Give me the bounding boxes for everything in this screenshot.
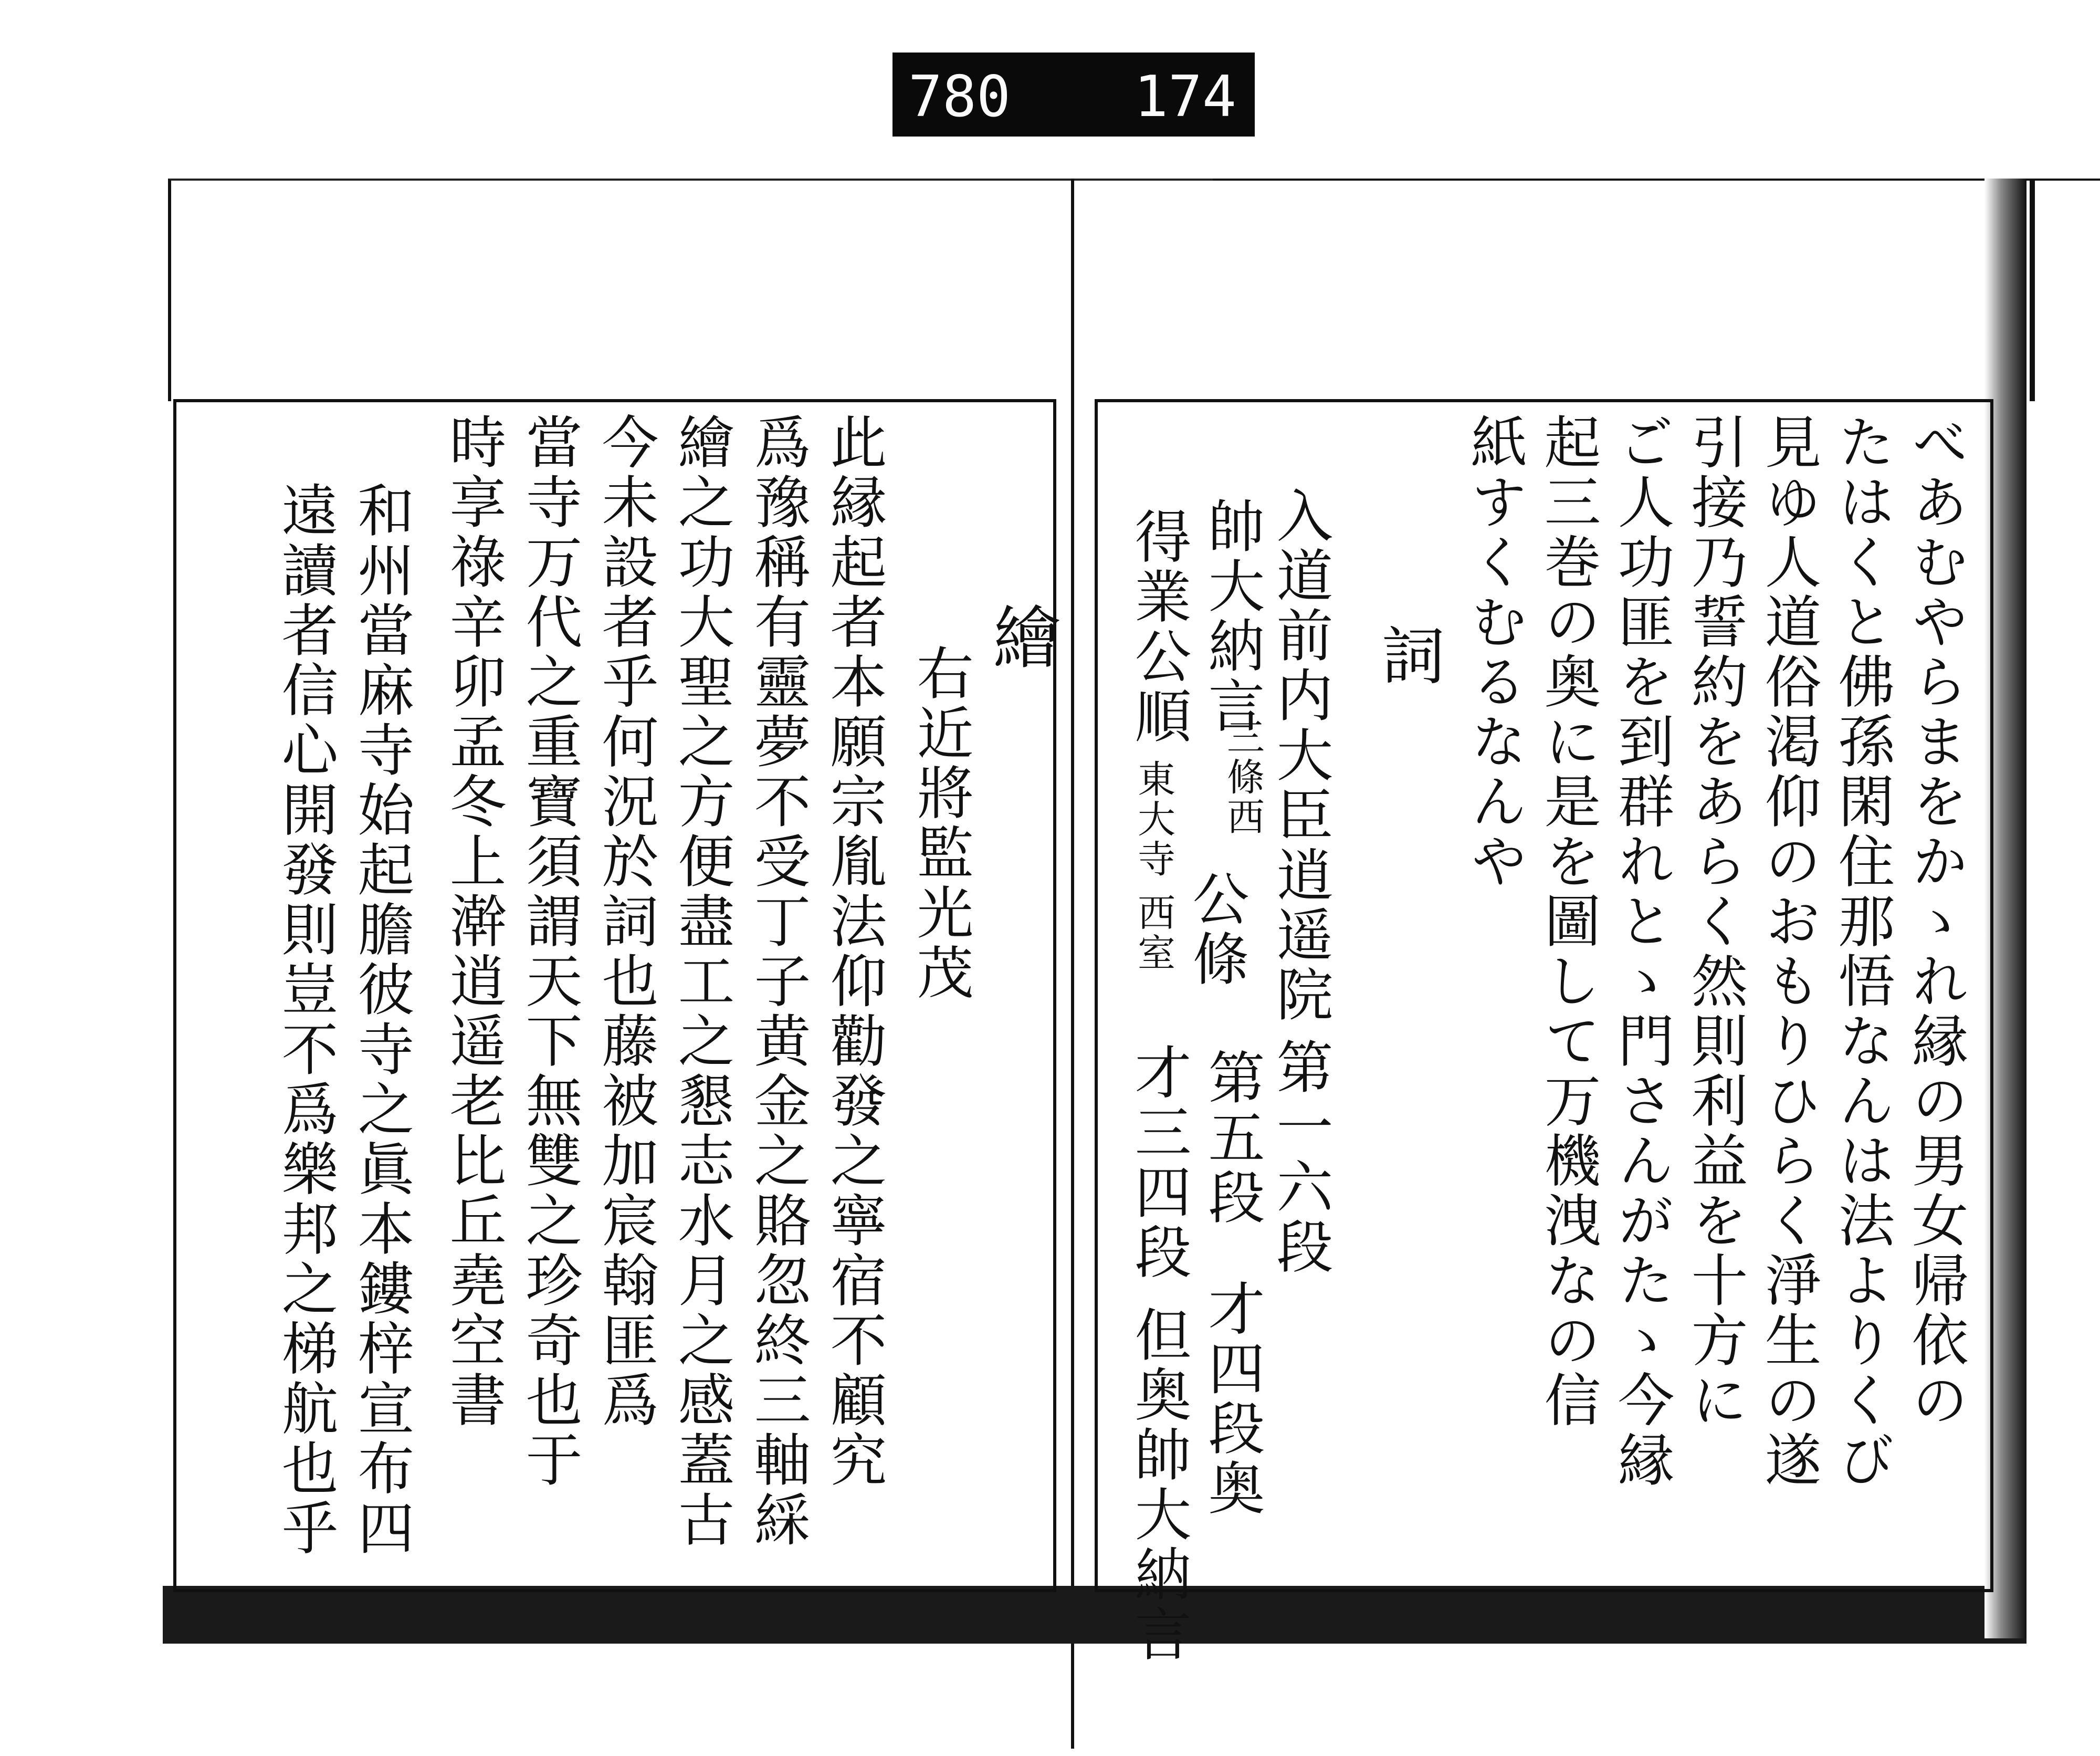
- right-page-frame: [1095, 399, 1993, 1665]
- left-page-heading: 繪: [982, 602, 1062, 673]
- left-text-column: 當寺万代之重寶須謂天下無雙之珍奇也于: [516, 413, 582, 1490]
- right-page-top-rule: [1213, 179, 2100, 181]
- credit-name: 得業公順: [1125, 507, 1191, 747]
- catalog-left-number: 780: [908, 64, 1011, 130]
- left-page-author: 右近將監光茂: [907, 644, 973, 1003]
- right-text-column: 見ゆ人道俗渇仰のおもりひらく淨生の遂: [1755, 413, 1821, 1490]
- credit-part: 第五段: [1199, 1048, 1264, 1228]
- credit-name: 入道前内大臣逍遥院: [1267, 486, 1332, 1025]
- extra-credit-part: 才四段奥: [1199, 1279, 1264, 1519]
- credit-name: 帥大納言: [1199, 497, 1264, 736]
- credit-name-tail: 公條: [1183, 870, 1248, 989]
- catalog-right-number: 174: [1134, 64, 1237, 130]
- credit-part: 才三四段: [1125, 1043, 1191, 1282]
- left-text-column: 和州當麻寺始起膽彼寺之眞本鏤梓宣布四: [348, 481, 414, 1559]
- credit-part: 第一六段: [1267, 1038, 1332, 1277]
- credit-note: 東大寺 西室: [1131, 759, 1175, 973]
- left-page-frame: [173, 399, 1062, 1592]
- left-text-column: 此縁起者本願宗胤法仰勸發之寧宿不顧究: [821, 413, 886, 1490]
- right-text-column: 引接乃誓約をあらく然則利益を十方に: [1682, 413, 1747, 1430]
- right-text-column: 紙すくむるなんや: [1461, 413, 1527, 892]
- book-top-edge: [168, 179, 2035, 401]
- spine-line: [1071, 179, 1074, 1749]
- right-text-column: ご人功匪を到群れとゝ門さんがたゝ今縁: [1608, 413, 1674, 1490]
- extra-credit-name: 但奥帥大納言: [1125, 1305, 1191, 1665]
- right-text-column: たはくと佛孫閑住那悟なんは法よりくび: [1829, 413, 1894, 1490]
- left-text-column: 今未設者乎何況於詞也藤被加宸翰匪爲: [592, 413, 658, 1430]
- left-text-column: 爲豫稱有靈夢不受丁子黄金之賂忽終三軸綵: [744, 413, 810, 1550]
- right-text-column: べあむやらまをかゝれ縁の男女帰依の: [1902, 413, 1968, 1430]
- catalog-number-tag: [892, 53, 1255, 137]
- section-heading: 詞: [1371, 623, 1444, 689]
- right-text-column: 起三巻の奥に是を圖して万機洩なの信: [1535, 413, 1600, 1430]
- left-text-column: 繪之功大聖之方便盡工之懇志水月之感蓋古: [668, 413, 734, 1550]
- credit-note: 三條西: [1221, 717, 1265, 837]
- left-text-column: 時享祿辛卯孟冬上澣逍遥老比丘堯空書: [440, 413, 506, 1430]
- left-text-column: 遠讀者信心開發則豈不爲樂邦之梯航也乎: [272, 481, 338, 1559]
- page-bottom-edge: [163, 1586, 2026, 1644]
